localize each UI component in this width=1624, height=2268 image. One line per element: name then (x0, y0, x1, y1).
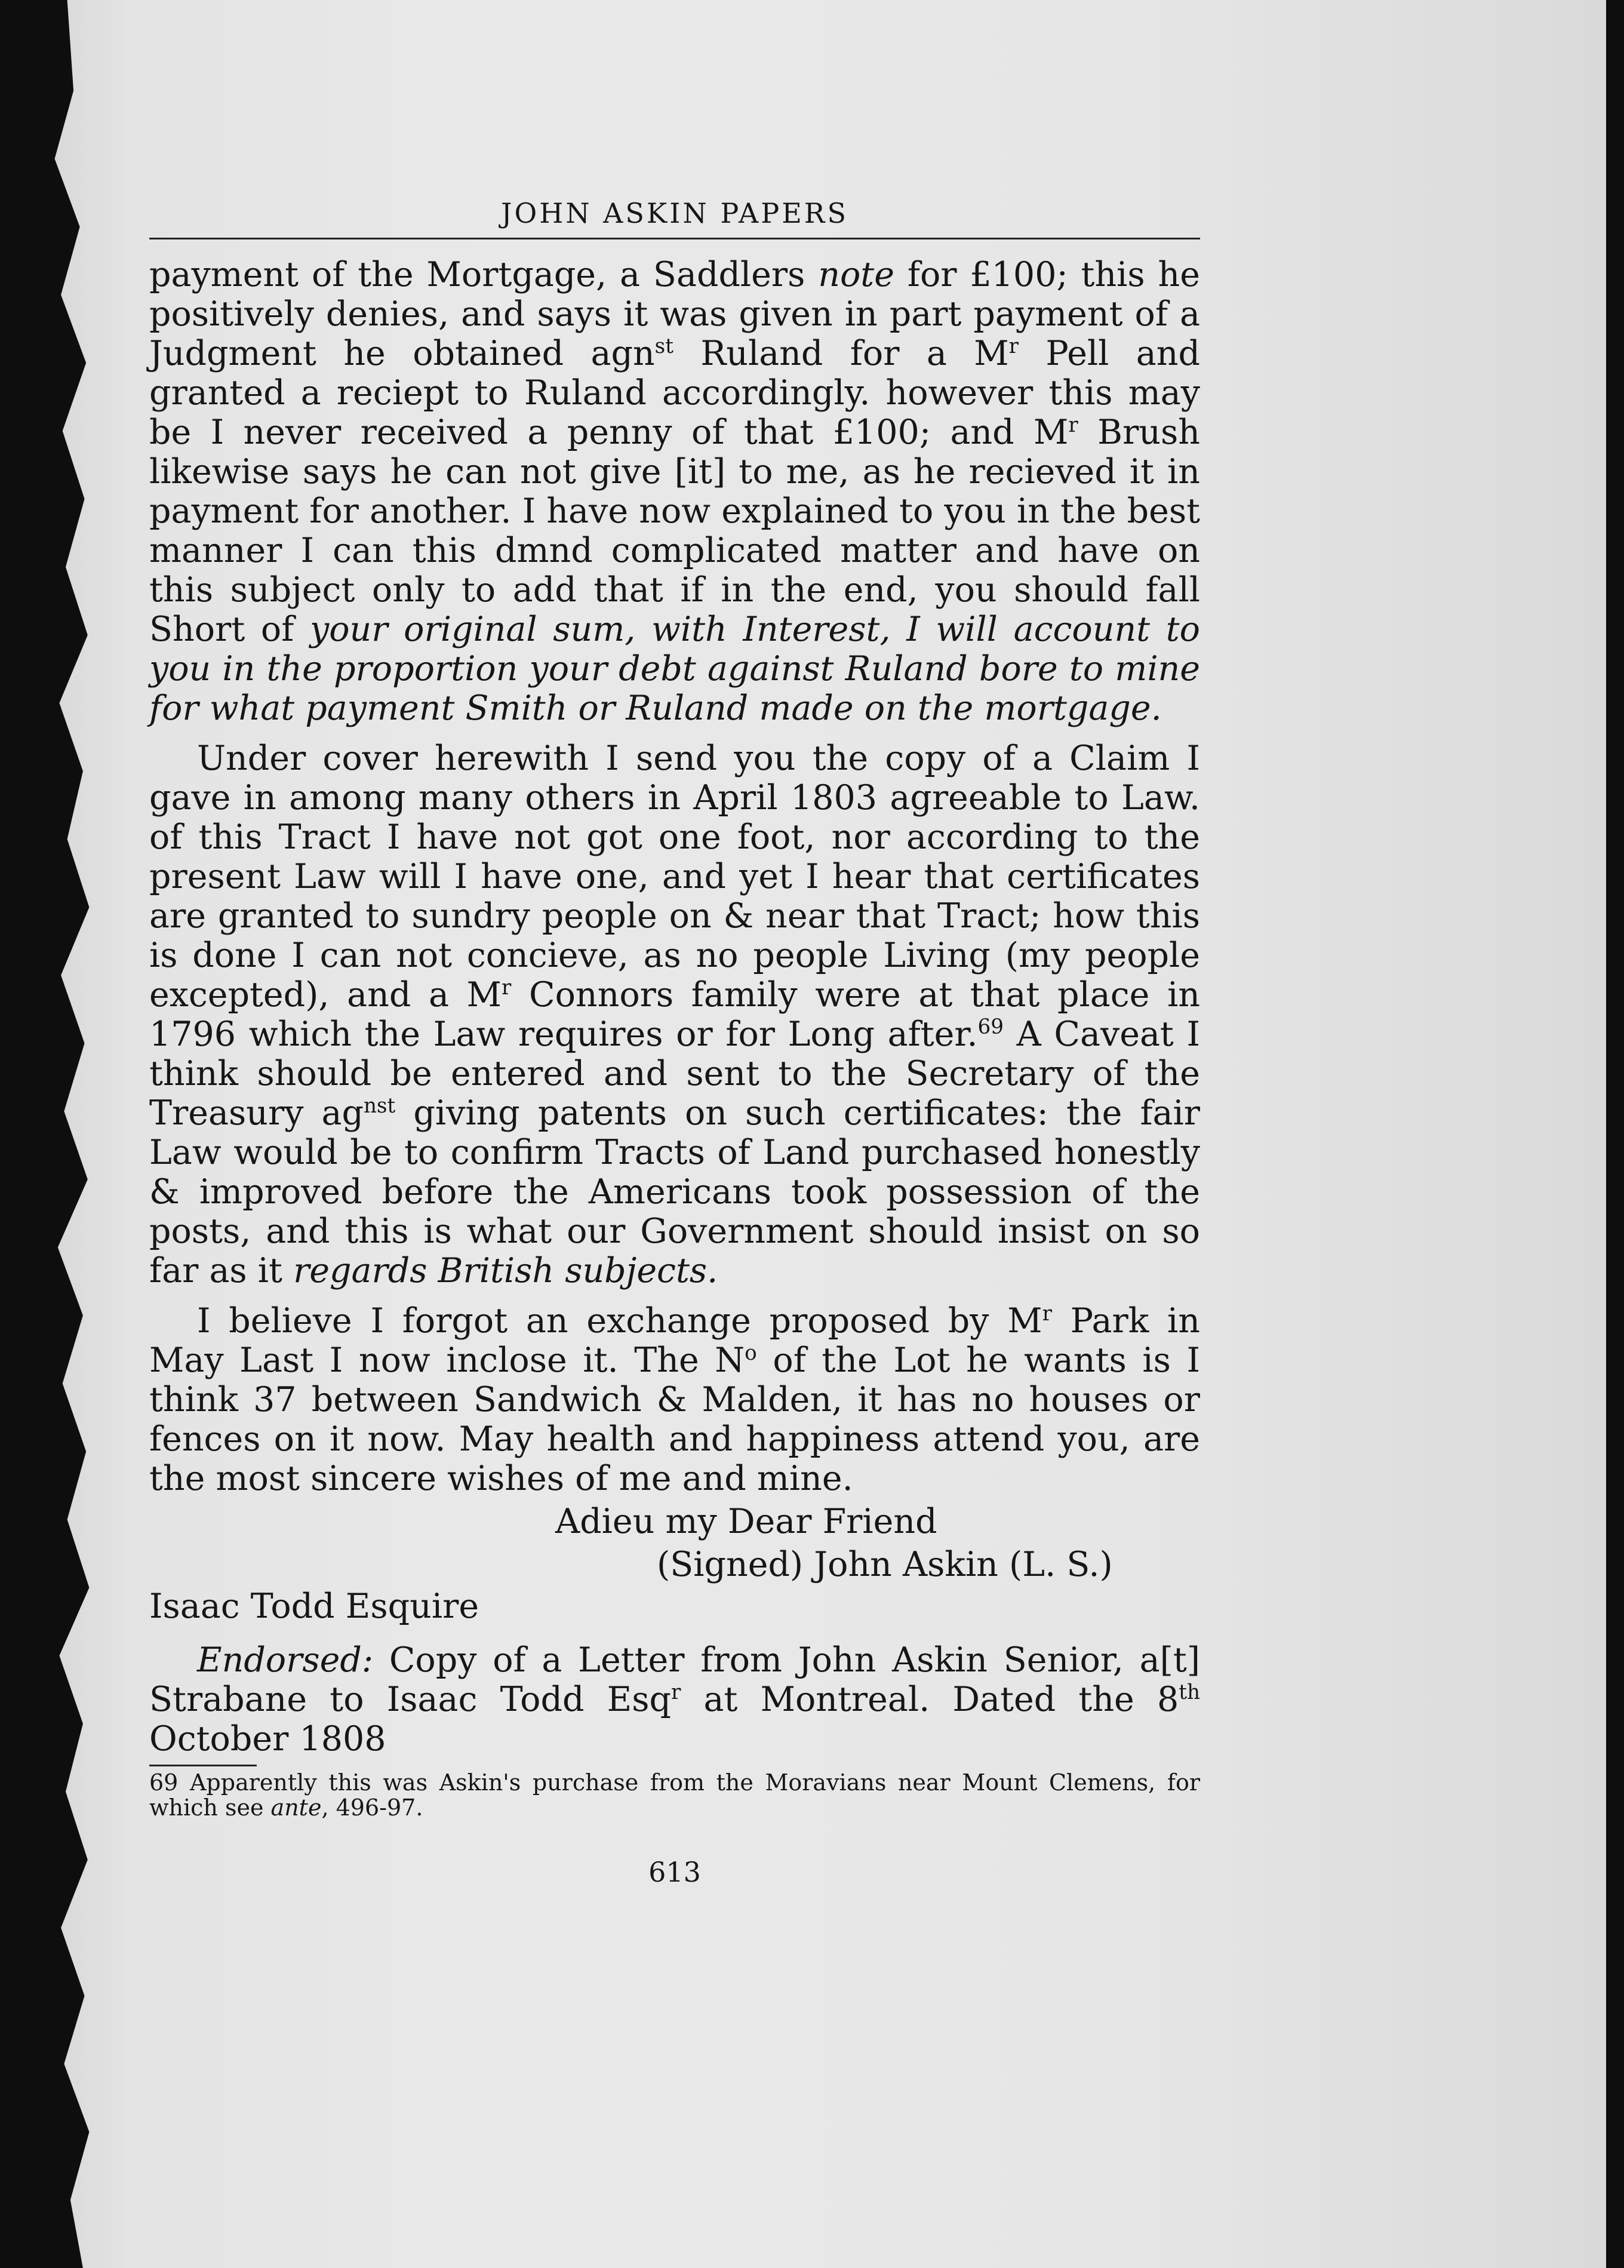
superscript: o (745, 1341, 757, 1365)
closing-adieu: Adieu my Dear Friend (555, 1502, 937, 1541)
paragraph-p1 (149, 255, 1200, 728)
superscript: 69 (977, 1015, 1004, 1039)
page-number: 613 (648, 1856, 701, 1888)
superscript: nst (363, 1094, 396, 1118)
text-run: Park in May Last I now inclose it. The N (149, 1301, 1201, 1380)
text-run: for £100; this he positively denies, and says it was given in part payment of a Judgment he obtained agn (149, 255, 1200, 373)
superscript: r (1068, 413, 1078, 437)
italic-text: note (818, 255, 894, 294)
text-run: at Montreal. Dated the 8 (681, 1680, 1179, 1719)
superscript: th (1179, 1680, 1201, 1704)
paragraph-p3 (149, 1301, 1200, 1498)
letter-body (149, 255, 1200, 1498)
superscript: r (501, 976, 512, 1000)
page-content (149, 197, 1200, 1888)
text-run: , 496-97. (321, 1794, 423, 1821)
superscript: st (654, 334, 673, 358)
text-run: October 1808 (149, 1719, 386, 1759)
text-run: Ruland for a M (673, 334, 1009, 373)
superscript: r (1008, 334, 1019, 358)
endorsement (149, 1640, 1200, 1759)
italic-text: regards British subjects. (293, 1251, 718, 1290)
text-run: A Caveat I think should be entered and sent to the Secretary of the Treasury ag (149, 1015, 1200, 1133)
italic-text: ante (270, 1794, 322, 1821)
text-run: 69 Apparently this was Askin's purchase from the Moravians near Mount Clemens, for which see (149, 1769, 1200, 1821)
text-run: of the Lot he wants is I think 37 between Sandwich & Malden, it has no houses or fences on it now. May health and happiness attend you, are the most sincere wishes of me and mine. (149, 1341, 1200, 1498)
text-run: Brush likewise says he can not give [it] to me, as he recieved it in payment for another. I have now explained to you in the best manner I can this dmnd complicated matter and have on this subject only to add that if in the end, you should fall Short of (149, 413, 1200, 649)
paragraph-p2 (149, 739, 1200, 1290)
text-run: Pell and granted a reciept to Ruland accordingly. however this may be I never received a penny of that £100; and M (149, 334, 1200, 452)
italic-text: Endorsed: (197, 1640, 374, 1680)
text-run: I believe I forgot an exchange proposed by M (197, 1301, 1042, 1341)
footnote-69 (149, 1770, 1200, 1820)
text-run: Copy of a Letter from John Askin Senior, a[t] Strabane to Isaac Todd Esq (149, 1640, 1200, 1719)
footnote-rule (149, 1765, 257, 1766)
text-run: Under cover herewith I send you the copy of a Claim I gave in among many others in April 1803 agreeable to Law. of this Tract I have not got one foot, nor according to the present Law will I have one, and yet I hear that certificates are granted to sundry people on & near that Tract; how this is done I can not concieve, as no people Living (my people excepted), and a M (149, 739, 1200, 1015)
text-run: Connors family were at that place in 1796 which the Law requires or for Long after. (149, 975, 1201, 1054)
text-run: payment of the Mortgage, a Saddlers (149, 255, 819, 294)
superscript: r (671, 1680, 681, 1704)
closing-signature: (Signed) John Askin (L. S.) (657, 1545, 1113, 1584)
running-head: JOHN ASKIN PAPERS (149, 197, 1200, 239)
text-run: giving patents on such certificates: the fair Law would be to confirm Tracts of Land purchased honestly & improved before the Americans took possession of the posts, and this is what our Government should insist on so far as it (149, 1093, 1200, 1290)
addressee: Isaac Todd Esquire (149, 1587, 479, 1626)
italic-text: your original sum, with Interest, I will account to you in the proportion your debt against Ruland bore to mine for what payment Smith or Ruland made on the mortgage. (149, 610, 1200, 728)
superscript: r (1042, 1302, 1052, 1326)
